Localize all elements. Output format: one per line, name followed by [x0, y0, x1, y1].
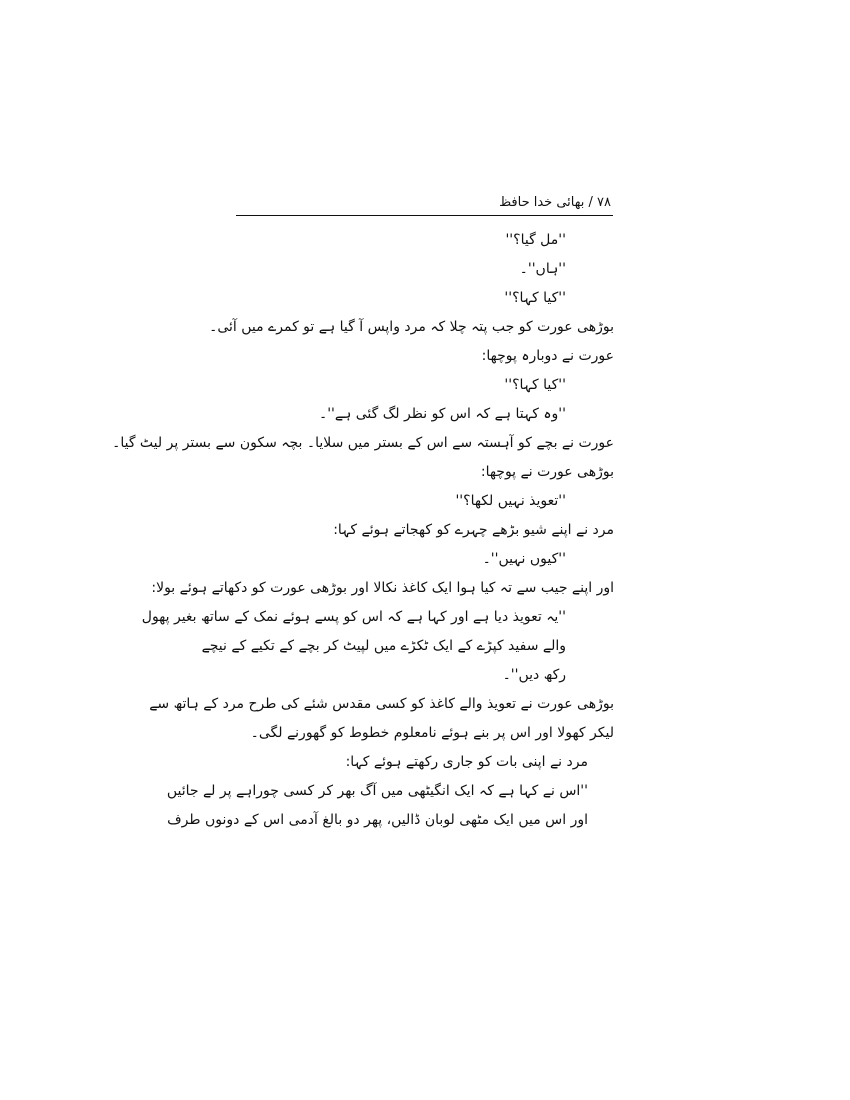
paragraph-line: لیکر کھولا اور اس پر بنے ہوئے نامعلوم خطوط کو گھورنے لگی۔ [250, 725, 614, 741]
dialogue-line: ''کیا کہا؟'' [504, 377, 566, 393]
dialogue-line: ''مل گیا؟'' [505, 232, 566, 248]
quote-line: ''اس نے کہا ہے کہ ایک انگیٹھی میں آگ بھر کر کسی چوراہے پر لے جائیں [166, 783, 588, 799]
paragraph-line: بوڑھی عورت نے پوچھا: [480, 464, 614, 480]
paragraph-line: عورت نے دوبارہ پوچھا: [481, 348, 614, 364]
quote-line: ''یہ تعویذ دیا ہے اور کہا ہے کہ اس کو پسے ہوئے نمک کے ساتھ بغیر پھول [141, 609, 566, 625]
dialogue-line: ''ہاں''۔ [519, 261, 566, 277]
dialogue-line: ''تعویذ نہیں لکھا؟'' [455, 493, 566, 509]
paragraph-line: بوڑھی عورت کو جب پتہ چلا کہ مرد واپس آ گیا ہے تو کمرے میں آئی۔ [209, 319, 614, 335]
quote-line: رکھ دیں''۔ [502, 667, 566, 683]
quote-line: اور اس میں ایک مٹھی لوبان ڈالیں، پھر دو بالغ آدمی اس کے دونوں طرف [167, 812, 588, 828]
paragraph-line: اور اپنے جیب سے تہ کیا ہوا ایک کاغذ نکالا اور بوڑھی عورت کو دکھاتے ہوئے بولا: [151, 580, 614, 596]
paragraph-line: مرد نے اپنی بات کو جاری رکھتے ہوئے کہا: [345, 754, 588, 770]
page-header [236, 193, 613, 216]
paragraph-line: مرد نے اپنے شیو بڑھے چہرے کو کھجاتے ہوئے کہا: [333, 522, 614, 538]
dialogue-line: ''کیا کہا؟'' [504, 290, 566, 306]
paragraph-line: بوڑھی عورت نے تعویذ والے کاغذ کو کسی مقدس شئے کی طرح مرد کے ہاتھ سے [149, 696, 614, 712]
paragraph-line: عورت نے بچے کو آہستہ سے اس کے بستر میں سلایا۔ بچہ سکون سے بستر پر لیٹ گیا۔ [112, 435, 614, 451]
dialogue-line: ''وہ کہتا ہے کہ اس کو نظر لگ گئی ہے''۔ [319, 406, 566, 422]
running-head: ۷۸ / بھائی خدا حافظ [499, 195, 611, 210]
quote-line: والے سفید کپڑے کے ایک ٹکڑے میں لپیٹ کر بچے کے تکیے کے نیچے [201, 638, 566, 654]
dialogue-line: ''کیوں نہیں''۔ [482, 551, 566, 567]
body-text [112, 226, 614, 835]
